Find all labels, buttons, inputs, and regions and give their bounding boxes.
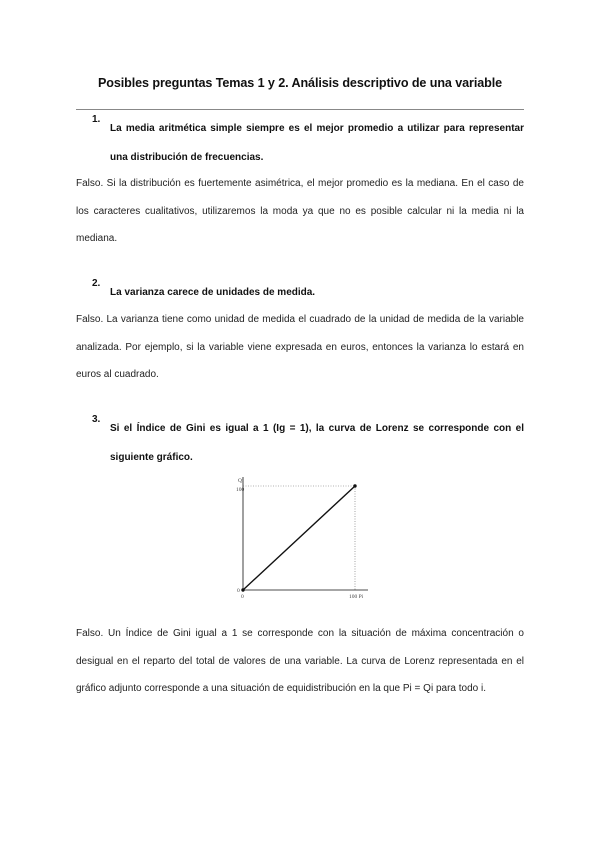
answer-3: Falso. Un Índice de Gini igual a 1 se corresponde con la situación de máxima concentración o desigual en el reparto del total de valores de una variable. La curva de Lorenz representada en el gráfico adjunto corresponde a una situación de equidistribución en la que Pi = Qi para todo i. bbox=[76, 628, 524, 694]
x-tick-label-min: 0 bbox=[241, 594, 244, 600]
y-tick-label-max: 100 bbox=[236, 487, 245, 493]
question-text: Si el Índice de Gini es igual a 1 (Ig = 1), la curva de Lorenz se corresponde con el siguiente gráfico. bbox=[110, 423, 524, 463]
question-text: La varianza carece de unidades de medida. bbox=[110, 287, 316, 298]
data-point-origin bbox=[241, 588, 244, 591]
question-1 bbox=[76, 114, 524, 172]
answer-1: Falso. Si la distribución es fuertemente asimétrica, el mejor promedio es la mediana. En el caso de los caracteres cualitativos, utilizaremos la moda ya que no es posible calcular ni la media ni la mediana. bbox=[76, 178, 524, 244]
question-number: 2. bbox=[92, 278, 101, 289]
title-divider bbox=[76, 109, 524, 110]
y-axis-label: Qi bbox=[238, 478, 244, 484]
page-title: Posibles preguntas Temas 1 y 2. Análisis descriptivo de una variable bbox=[97, 76, 503, 90]
question-3 bbox=[76, 414, 524, 472]
lorenz-curve-chart bbox=[238, 472, 372, 612]
lorenz-curve-line bbox=[243, 486, 355, 590]
y-tick-label-min: 0 bbox=[237, 588, 240, 594]
question-2 bbox=[76, 278, 524, 307]
answer-2: Falso. La varianza tiene como unidad de medida el cuadrado de la unidad de medida de la variable analizada. Por ejemplo, si la variable viene expresada en euros, entonces la varianza lo estará en euros al cuadrado. bbox=[76, 314, 524, 380]
data-point-end bbox=[353, 484, 356, 487]
question-text: La media aritmética simple siempre es el mejor promedio a utilizar para representar una distribución de frecuencias. bbox=[110, 123, 524, 163]
question-number: 1. bbox=[92, 114, 101, 125]
question-number: 3. bbox=[92, 414, 101, 425]
x-tick-label-max: 100 Pi bbox=[349, 594, 364, 600]
